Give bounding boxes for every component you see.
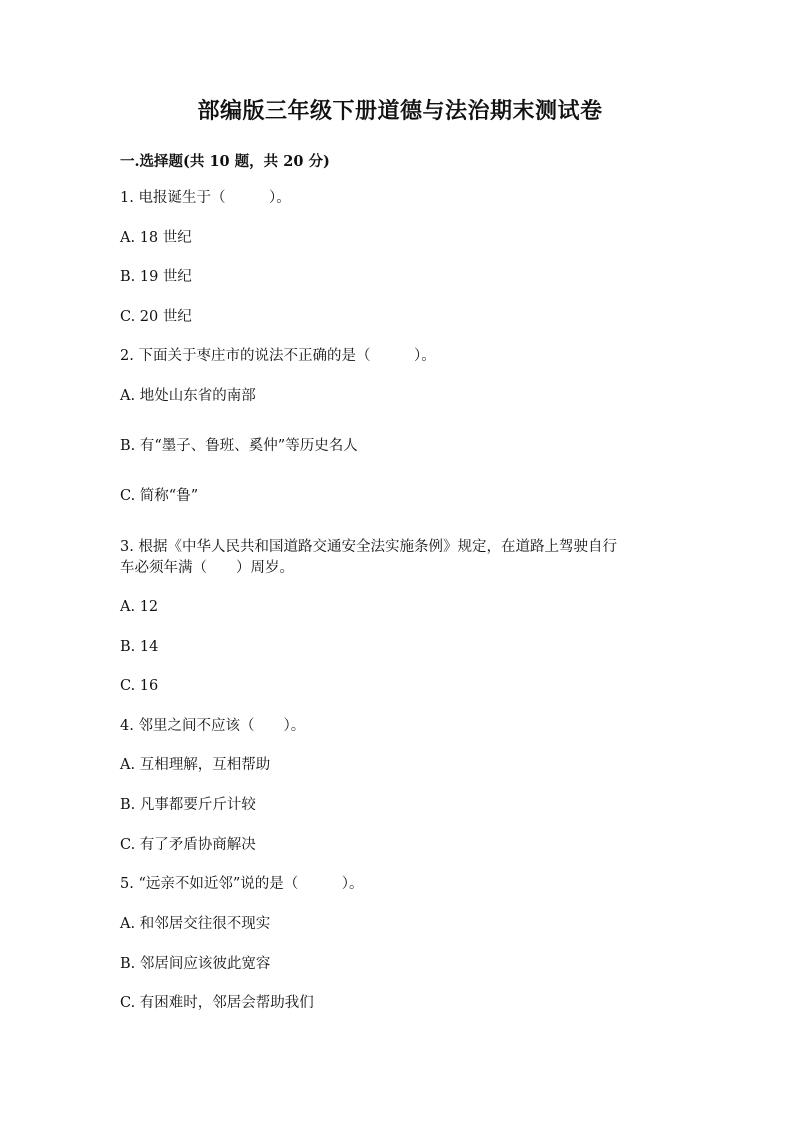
question-3-stem-line2: 车必须年满（ ）周岁。 [120,560,294,576]
question-4-option-b: B. 凡事都要斤斤计较 [120,797,256,813]
question-1-stem: 1. 电报诞生于（ ）。 [120,190,291,206]
page-title: 部编版三年级下册道德与法治期末测试卷 [197,98,603,124]
question-4-stem: 4. 邻里之间不应该（ ）。 [120,718,306,734]
section-heading: 一.选择题(共 10 题，共 20 分) [120,153,330,170]
question-4-option-a: A. 互相理解，互相帮助 [120,757,271,773]
question-5-option-a: A. 和邻居交往很不现实 [120,916,271,932]
question-5-option-b: B. 邻居间应该彼此宽容 [120,956,271,972]
question-2-option-a: A. 地处山东省的南部 [120,388,256,404]
question-5-stem: 5. “远亲不如近邻”说的是（ ）。 [120,876,364,892]
question-2-option-c: C. 简称“鲁” [120,488,199,504]
question-1-option-c: C. 20 世纪 [120,309,192,325]
question-3-stem-line1: 3. 根据《中华人民共和国道路交通安全法实施条例》规定，在道路上驾驶自行 [120,539,617,555]
question-1-option-b: B. 19 世纪 [120,269,192,285]
question-4-option-c: C. 有了矛盾协商解决 [120,837,256,853]
question-2-stem: 2. 下面关于枣庄市的说法不正确的是（ ）。 [120,348,436,364]
question-3-option-c: C. 16 [120,678,159,694]
question-1-option-a: A. 18 世纪 [120,230,192,246]
question-3-option-a: A. 12 [120,599,159,615]
question-3-option-b: B. 14 [120,639,159,655]
question-5-option-c: C. 有困难时，邻居会帮助我们 [120,995,314,1011]
question-2-option-b: B. 有“墨子、鲁班、奚仲”等历史名人 [120,438,358,454]
